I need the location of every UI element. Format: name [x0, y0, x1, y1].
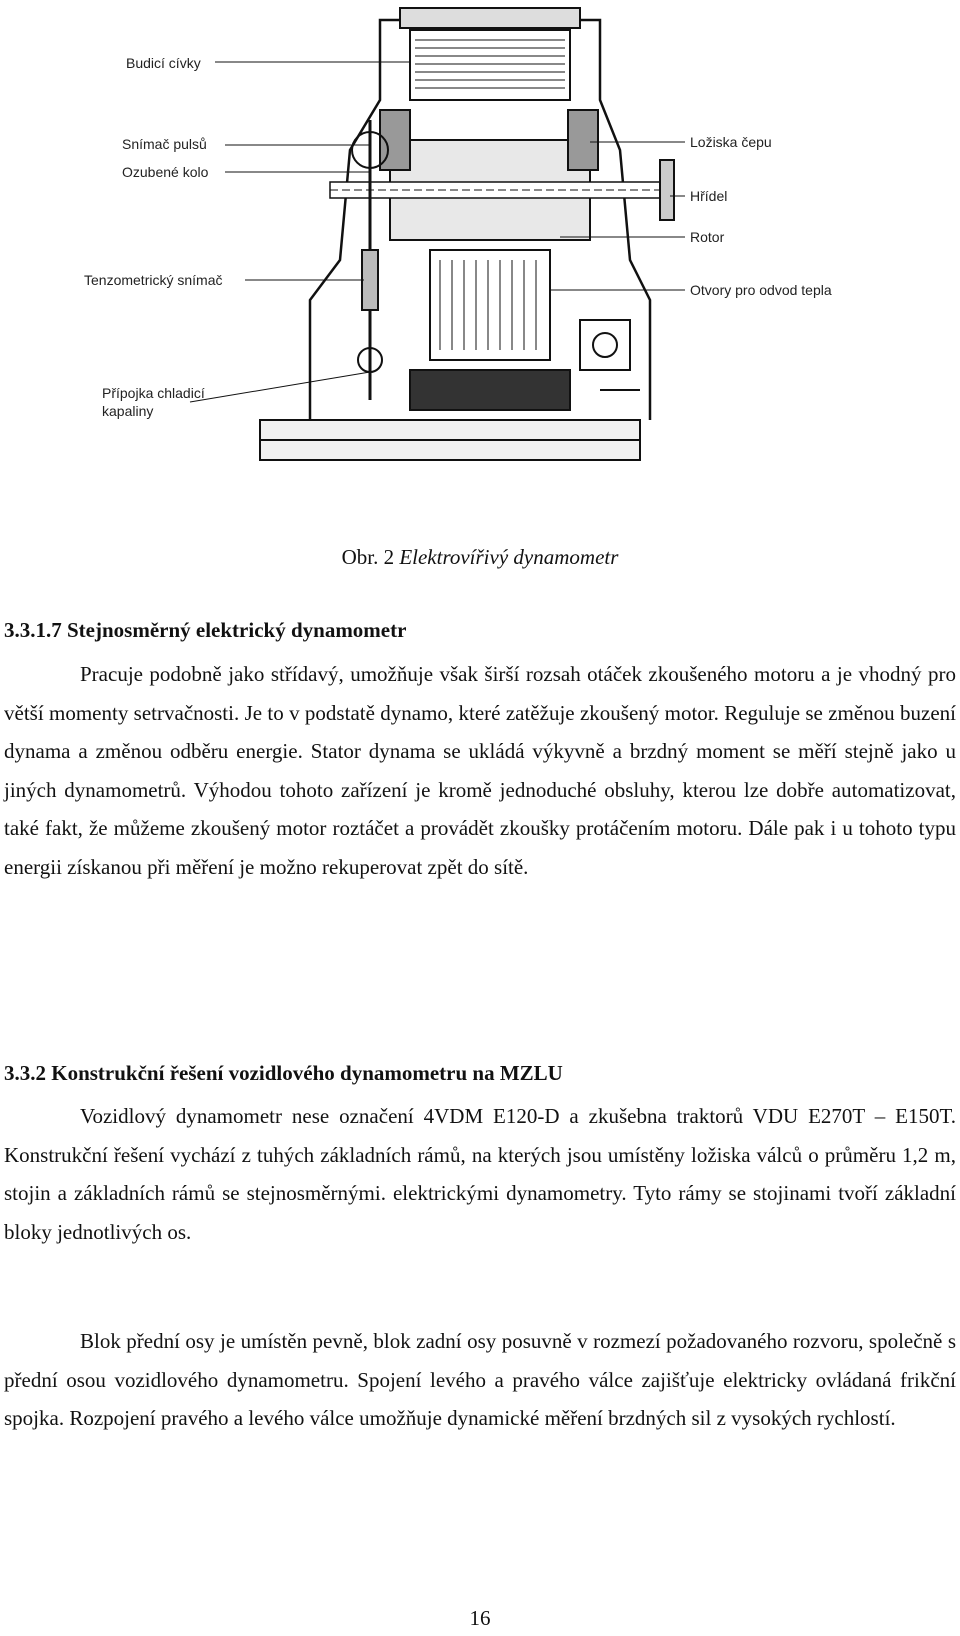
label-budici-civky: Budicí cívky: [126, 55, 201, 71]
label-ozubene-kolo: Ozubené kolo: [122, 164, 209, 180]
label-snimac-pulsu: Snímač pulsů: [122, 136, 207, 152]
section-3317-heading: 3.3.1.7 Stejnosměrný elektrický dynamometr: [4, 618, 407, 642]
section-332-heading: 3.3.2 Konstrukční řešení vozidlového dynamometru na MZLU: [4, 1061, 563, 1085]
section-332-paragraph-1: Vozidlový dynamometr nese označení 4VDM E120-D a zkušebna traktorů VDU E270T – E150T. Konstrukční řešení vychází z tuhých základních rámů, na kterých jsou umístěny ložiska válců o průměru 1,2 m, stojin a základních rámů se stejnosměrnými. elektrickými dynamometry. Tyto rámy se stojinami tvoří základní bloky jednotlivých os.: [4, 1104, 956, 1244]
dynamometer-drawing: [80, 0, 900, 500]
label-tenzometricky-snimac: Tenzometrický snímač: [84, 272, 223, 288]
caption-text: Elektrovířivý dynamometr: [399, 545, 619, 569]
label-rotor: Rotor: [690, 229, 725, 245]
label-pripojka-line2: kapaliny: [102, 403, 154, 419]
caption-prefix: Obr. 2: [341, 545, 395, 569]
section-332-paragraph-2: Blok přední osy je umístěn pevně, blok zadní osy posuvně v rozmezí požadovaného rozvoru, společně s přední osou vozidlového dynamometru. Spojení levého a pravého válce zajišťuje elektricky ovládaná frikční spojka. Rozpojení pravého a levého válce umožňuje dynamické měření brzdných sil z vysokých rychlostí.: [4, 1329, 956, 1431]
figure-caption: [0, 545, 960, 570]
section-3317-paragraph: Pracuje podobně jako střídavý, umožňuje však širší rozsah otáček zkoušeného motoru a je vhodný pro větší momenty setrvačnosti. Je to v podstatě dynamo, které zatěžuje zkoušený motor. Reguluje se změnou buzení dynama a změnou odběru energie. Stator dynama se ukládá výkyvně a brzdný moment se měří stejně jako u jiných dynamometrů. Výhodou tohoto zařízení je kromě jednoduché obsluhy, kterou lze dobře automatizovat, také fakt, že můžeme zkoušený motor roztáčet a provádět zkoušky protáčením motoru. Dále pak i u tohoto typu energii získanou při měření je možno rekuperovat zpět do sítě.: [4, 662, 956, 879]
label-otvory: Otvory pro odvod tepla: [690, 282, 832, 298]
label-hridel: Hřídel: [690, 188, 728, 204]
label-loziska-cepu: Ložiska čepu: [690, 134, 772, 150]
dynamometer-figure: [80, 0, 900, 500]
page-number: 16: [469, 1606, 491, 1630]
label-pripojka-chladici: [102, 384, 205, 420]
label-pripojka-line1: Přípojka chladicí: [102, 385, 205, 401]
